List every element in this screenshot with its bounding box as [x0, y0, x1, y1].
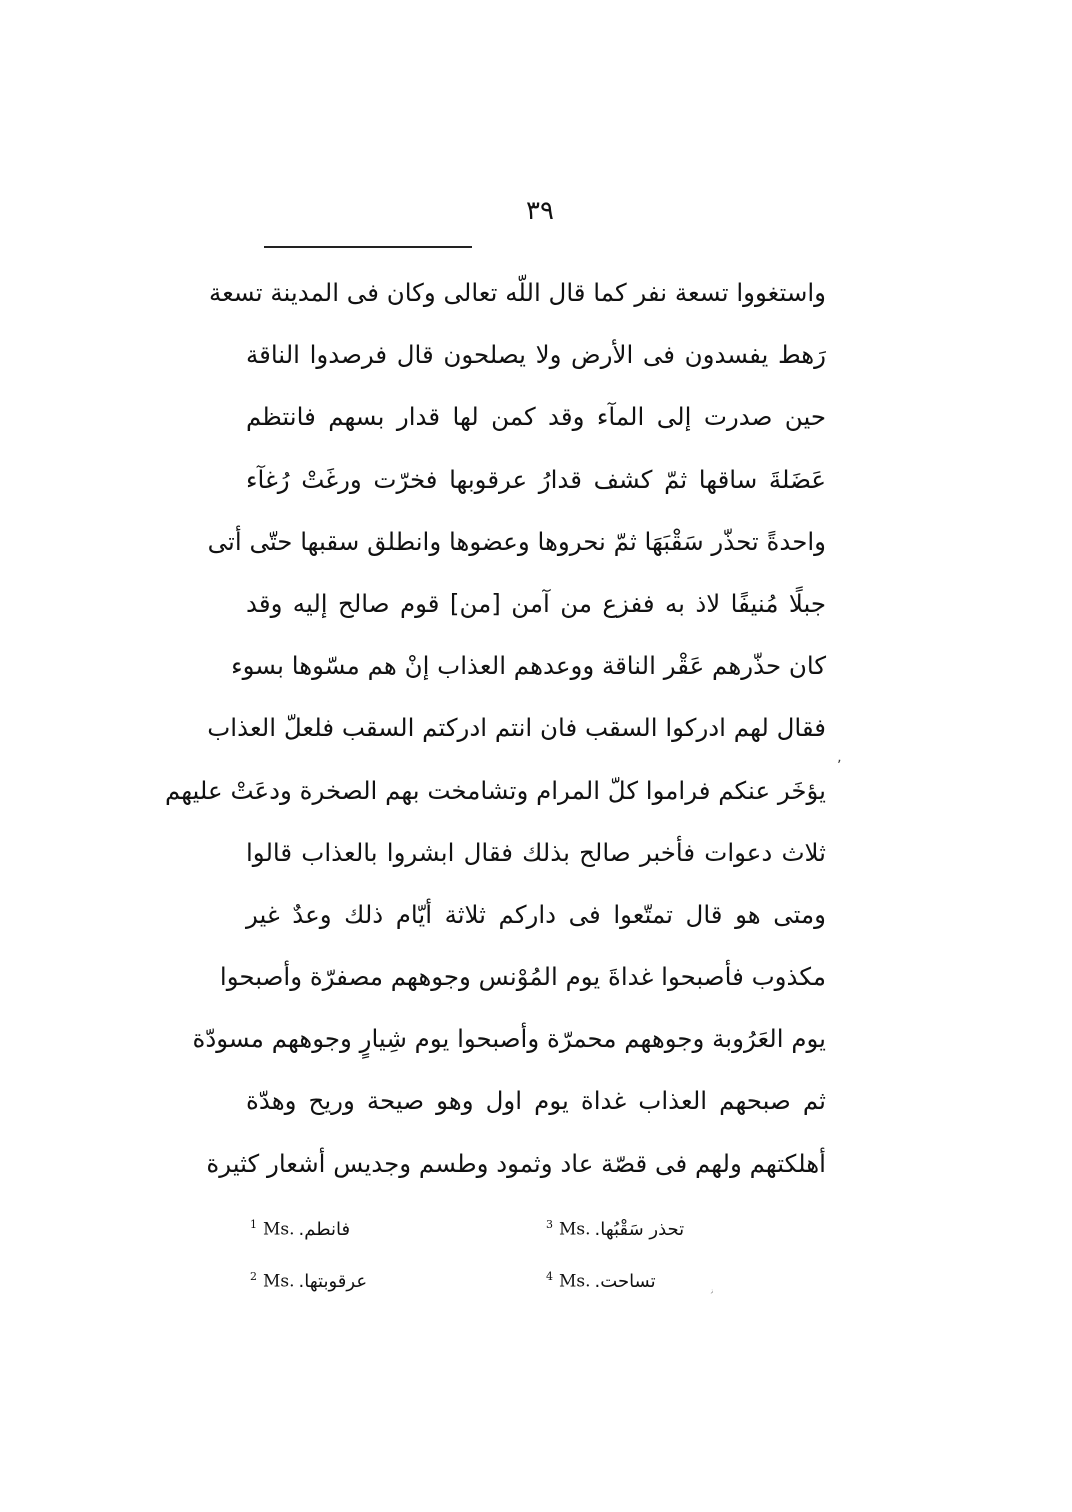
- footnote-text: تساحت.: [594, 1270, 656, 1292]
- footnote-number: 4: [546, 1270, 553, 1283]
- margin-mark: ٬: [837, 758, 842, 774]
- footnote-text: فانطم.: [298, 1218, 351, 1240]
- text-line: واستغووا تسعة نفر كما قال اللّه تعالى وكان فى المدينة تسعة: [208, 278, 826, 307]
- text-line: فقال لهم ادركوا السقب فان انتم ادركتم السقب فلعلّ العذاب: [207, 713, 826, 743]
- text-line: مكذوب فأصبحوا غداةَ يوم المُوْنس وجوههم مصفرّة وأصبحوا: [219, 962, 826, 992]
- header-rule: [264, 246, 472, 248]
- text-line: كان حذّرهم عَقْر الناقة ووعدهم العذاب إنْ هم مسّوها بسوء: [231, 651, 826, 681]
- text-line: يوم العَرُوبة وجوههم محمرّة وأصبحوا يوم شِيارٍ وجوههم مسودّة: [192, 1024, 826, 1054]
- text-line: رَهط يفسدون فى الأرض ولا يصلحون قال فرصدوا الناقة: [246, 340, 826, 370]
- footnote-number: 1: [250, 1218, 257, 1231]
- footnote-ms: Ms.: [263, 1271, 295, 1292]
- footnote-3: [546, 1218, 684, 1240]
- text-line: حين صدرت إلى المآء وقد كمن لها قدار بسهم فانتظم: [246, 402, 826, 432]
- footnote-1: [250, 1218, 350, 1240]
- footnote-number: 2: [250, 1270, 257, 1283]
- text-line: جبلًا مُنيفًا لاذ به ففزع من آمن [من] قوم صالح إليه وقد: [246, 588, 826, 618]
- text-line: واحدةً تحذّر سَقْبَهَا ثمّ نحروها وعضوها وانطلق سقبها حتّى أتى: [207, 526, 826, 556]
- footnote-ms: Ms.: [559, 1271, 591, 1292]
- body-text: [164, 262, 826, 1195]
- text-line: ثم صبحهم العذاب غداة يوم اول وهو صيحة وريح وهدّة: [246, 1086, 826, 1116]
- footnotes: [250, 1218, 730, 1298]
- footnote-ms: Ms.: [263, 1219, 295, 1240]
- footnote-number: 3: [546, 1218, 553, 1231]
- footnote-2: [250, 1270, 367, 1292]
- footnote-text: تحذر سَقْبُها.: [594, 1218, 685, 1240]
- page-number: ٣٩: [526, 196, 554, 226]
- footnote-ms: Ms.: [559, 1219, 591, 1240]
- text-line: ومتى هو قال تمتّعوا فى داركم ثلاثة أيّام ذلك وعدٌ غير: [246, 899, 826, 929]
- text-line: يؤخَر عنكم فراموا كلّ المرام وتشامخت بهم الصخرة ودعَتْ عليهم: [164, 775, 826, 805]
- footnote-4: [546, 1270, 656, 1292]
- text-line: ثلاث دعوات فأخبر صالح بذلك فقال ابشروا بالعذاب قالوا: [246, 837, 826, 867]
- text-line: عَضَلةَ ساقها ثمّ كشف قدارُ عرقوبها فخرّت ورغَتْ رُغآء: [246, 464, 826, 494]
- text-line: أهلكتهم ولهم فى قصّة عاد وثمود وطسم وجديس أشعار كثيرة: [206, 1148, 826, 1178]
- footnote-text: عرقوبتها.: [298, 1270, 368, 1292]
